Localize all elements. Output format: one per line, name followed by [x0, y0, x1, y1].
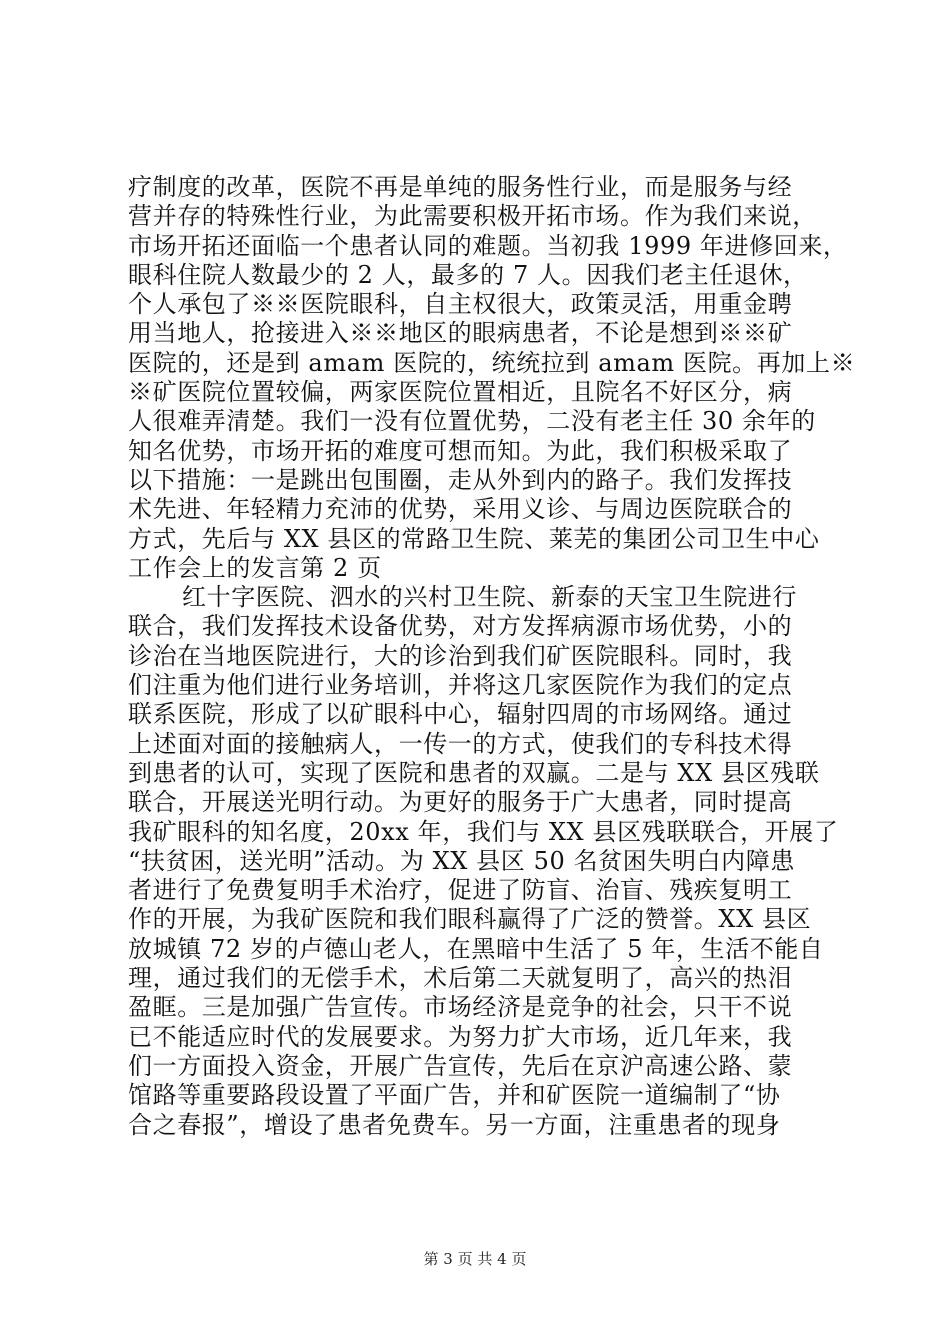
text-line: 联合，我们发挥技术设备优势，对方发挥病源市场优势，小的	[128, 612, 793, 641]
text-line: 理，通过我们的无偿手术，术后第二天就复明了，高兴的热泪	[128, 964, 793, 993]
text-line: 以下措施：一是跳出包围圈，走从外到内的路子。我们发挥技	[128, 465, 793, 494]
text-line: 合之春报”，增设了患者免费车。另一方面，注重患者的现身	[128, 1110, 781, 1139]
text-line: 知名优势，市场开拓的难度可想而知。为此，我们积极采取了	[128, 436, 793, 465]
text-line: 我矿眼科的知名度，20xx 年，我们与 XX 县区残联联合，开展了	[128, 817, 839, 846]
text-line: 营并存的特殊性行业，为此需要积极开拓市场。作为我们来说，	[128, 202, 817, 231]
text-line: 联系医院，形成了以矿眼科中心，辐射四周的市场网络。通过	[128, 700, 793, 729]
text-line: 者进行了免费复明手术治疗，促进了防盲、治盲、残疾复明工	[128, 876, 793, 905]
text-line: 用当地人，抢接进入※※地区的眼病患者，不论是想到※※矿	[128, 319, 793, 348]
text-line: 术先进、年轻精力充沛的优势，采用义诊、与周边医院联合的	[128, 495, 793, 524]
text-line: 眼科住院人数最少的 2 人，最多的 7 人。因我们老主任退休，	[128, 260, 808, 289]
text-line: 人很难弄清楚。我们一没有位置优势，二没有老主任 30 余年的	[128, 407, 816, 436]
text-line: 诊治在当地医院进行，大的诊治到我们矿医院眼科。同时，我	[128, 641, 793, 670]
page-footer	[0, 1249, 950, 1269]
text-line: 盈眶。三是加强广告宣传。市场经济是竞争的社会，只干不说	[128, 993, 793, 1022]
text-line: 市场开拓还面临一个患者认同的难题。当初我 1999 年进修回来，	[128, 231, 848, 260]
text-line: 放城镇 72 岁的卢德山老人，在黑暗中生活了 5 年，生活不能自	[128, 934, 824, 963]
text-line: 已不能适应时代的发展要求。为努力扩大市场，近几年来，我	[128, 1022, 793, 1051]
text-line: 上述面对面的接触病人，一传一的方式，使我们的专科技术得	[128, 729, 793, 758]
text-line: 到患者的认可，实现了医院和患者的双赢。二是与 XX 县区残联	[128, 758, 820, 787]
text-line: 疗制度的改革，医院不再是单纯的服务性行业，而是服务与经	[128, 173, 793, 201]
text-line: 作的开展，为我矿医院和我们眼科赢得了广泛的赞誉。XX 县区	[128, 905, 812, 934]
text-line: 工作会上的发言第 2 页	[128, 553, 382, 582]
text-line: ※矿医院位置较偏，两家医院位置相近，且院名不好区分，病	[128, 378, 793, 407]
text-line: 方式，先后与 XX 县区的常路卫生院、莱芜的集团公司卫生中心	[128, 524, 820, 553]
text-line: 个人承包了※※医院眼科，自主权很大，政策灵活，用重金聘	[128, 290, 793, 319]
page-number-label: 第 3 页 共 4 页	[423, 1250, 527, 1268]
text-line: 们一方面投入资金，开展广告宣传，先后在京沪高速公路、蒙	[128, 1051, 793, 1080]
text-line: 们注重为他们进行业务培训，并将这几家医院作为我们的定点	[128, 671, 793, 700]
text-line: 馆路等重要路段设置了平面广告，并和矿医院一道编制了“协	[128, 1081, 781, 1110]
text-line: “扶贫困，送光明”活动。为 XX 县区 50 名贫困失明白内障患	[128, 846, 795, 875]
text-line: 医院的，还是到 amam 医院的，统统拉到 amam 医院。再加上※	[128, 348, 856, 377]
text-line: 联合，开展送光明行动。为更好的服务于广大患者，同时提高	[128, 788, 793, 817]
paragraph-start-line: 红十字医院、泗水的兴村卫生院、新泰的天宝卫生院进行	[182, 583, 797, 612]
document-body	[128, 173, 856, 1140]
